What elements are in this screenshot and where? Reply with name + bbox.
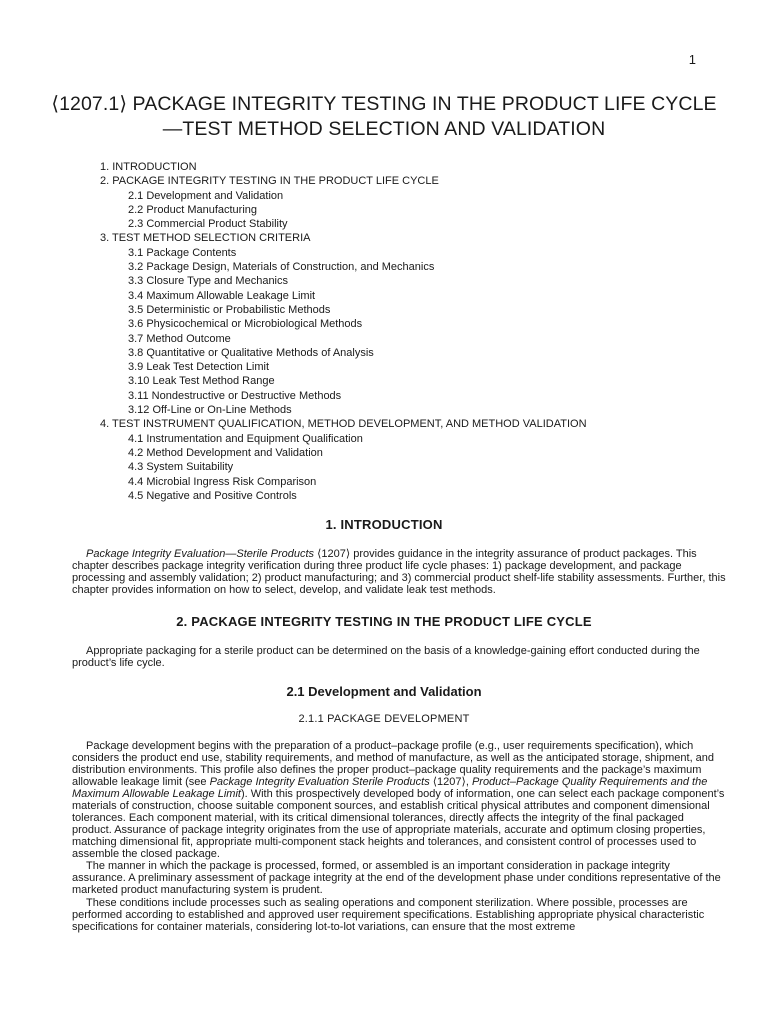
package-development-paragraph-2: The manner in which the package is processed, formed, or assembled is an important consideration in package integrity assurance. A preliminary assessment of package integrity at the end of the development phase under conditions representative of the marketed product manufacturing system is prudent. [72,860,721,896]
pkgdev-text-c: ). With this prospectively developed body of information, one can select each package component’s materials of construction, choose suitable component sources, and establish critical physical attributes and component dimensional tolerances. Each component material, with its critical dimensional tolerances, directly affects the integrity of the final packaged product. Assurance of package integrity originates from the use of appropriate materials, accurate and optimum closing properties, matching dimensional fit, appropriate multi-component stack heights and tolerances, and consistent control of processes used to assemble the closed package. [72,788,725,860]
intro-text: ⟨1207⟩ provides guidance in the integrity assurance of product packages. This chapter describes package integrity verification during three product life cycle phases: 1) package development, and package processing and assembly validation; 2) product manufacturing; and 3) commercial product shelf-life stability assessments. Further, this chapter provides information on how to select, develop, and validate leak test methods. [72,548,726,596]
page-number: 1 [688,52,696,67]
toc-item: 4.3 System Suitability [128,461,234,474]
toc-item: 3.9 Leak Test Detection Limit [128,361,270,374]
intro-italic-ref: Package Integrity Evaluation—Sterile Products [86,548,315,560]
toc-item: 3.12 Off-Line or On-Line Methods [128,404,292,417]
toc-item: 3.1 Package Contents [128,246,237,259]
toc-item: 1. INTRODUCTION [100,161,197,173]
table-of-contents [100,160,740,503]
subsubsection-heading-package-development: 2.1.1 PACKAGE DEVELOPMENT [298,713,470,725]
subsection-heading-dev-validation: 2.1 Development and Validation [286,684,482,699]
toc-item: 3.5 Deterministic or Probabilistic Methods [128,303,331,316]
section-heading-introduction: 1. INTRODUCTION [325,517,443,532]
pkgdev-italic-a: Package Integrity Evaluation Sterile Products [209,776,430,788]
package-development-paragraph-1 [72,740,726,860]
toc-item: 4.2 Method Development and Validation [128,446,323,459]
toc-item: 2. PACKAGE INTEGRITY TESTING IN THE PRODUCT LIFE CYCLE [100,175,439,188]
toc-item: 4.4 Microbial Ingress Risk Comparison [128,475,317,488]
toc-item: 3.3 Closure Type and Mechanics [128,275,288,288]
document-title [40,92,728,142]
lifecycle-paragraph: Appropriate packaging for a sterile product can be determined on the basis of a knowledge-gaining effort conducted during the product’s life cycle. [72,645,700,669]
toc-item: 2.1 Development and Validation [128,189,284,202]
pkgdev-italic-b: Product–Package Quality Requirements and the Maximum Allowable Leakage Limit [72,776,708,800]
toc-item: 3. TEST METHOD SELECTION CRITERIA [100,232,311,245]
toc-item: 3.7 Method Outcome [128,332,231,345]
toc-item: 4.5 Negative and Positive Controls [128,489,297,502]
toc-item: 3.6 Physicochemical or Microbiological Methods [128,318,363,331]
pkgdev-text-b: ⟨1207⟩, [429,776,472,788]
toc-item: 2.2 Product Manufacturing [128,203,258,216]
toc-item: 3.10 Leak Test Method Range [128,375,275,388]
toc-item: 4. TEST INSTRUMENT QUALIFICATION, METHOD DEVELOPMENT, AND METHOD VALIDATION [100,418,587,431]
toc-item: 3.4 Maximum Allowable Leakage Limit [128,289,316,302]
package-development-paragraph-3: These conditions include processes such as sealing operations and component sterilization. Where possible, processes are performed according to established and approved user requirement specifications. Establishing appropriate physical characteristic specifications for container materials, considering lot-to-lot variations, can ensure that the most extreme [72,897,705,933]
toc-item: 3.11 Nondestructive or Destructive Methods [128,389,342,402]
title-line-1: ⟨1207.1⟩ PACKAGE INTEGRITY TESTING IN THE PRODUCT LIFE CYCLE [51,93,717,115]
toc-item: 2.3 Commercial Product Stability [128,218,288,231]
toc-item: 3.8 Quantitative or Qualitative Methods of Analysis [128,346,374,359]
section-heading-lifecycle: 2. PACKAGE INTEGRITY TESTING IN THE PRODUCT LIFE CYCLE [176,614,592,629]
toc-item: 3.2 Package Design, Materials of Construction, and Mechanics [128,261,435,274]
toc-item: 4.1 Instrumentation and Equipment Qualification [128,432,363,445]
title-line-2: —TEST METHOD SELECTION AND VALIDATION [162,118,606,140]
intro-paragraph [72,548,726,596]
pkgdev-text-a: Package development begins with the preparation of a product–package profile (e.g., user requirements specification), which considers the product end use, stability requirements, and method of manufacture, as well as the anticipated storage, shipment, and distribution environments. This profile also defines the proper product–package quality requirements and the package’s maximum allowable leakage limit (see [72,740,715,788]
